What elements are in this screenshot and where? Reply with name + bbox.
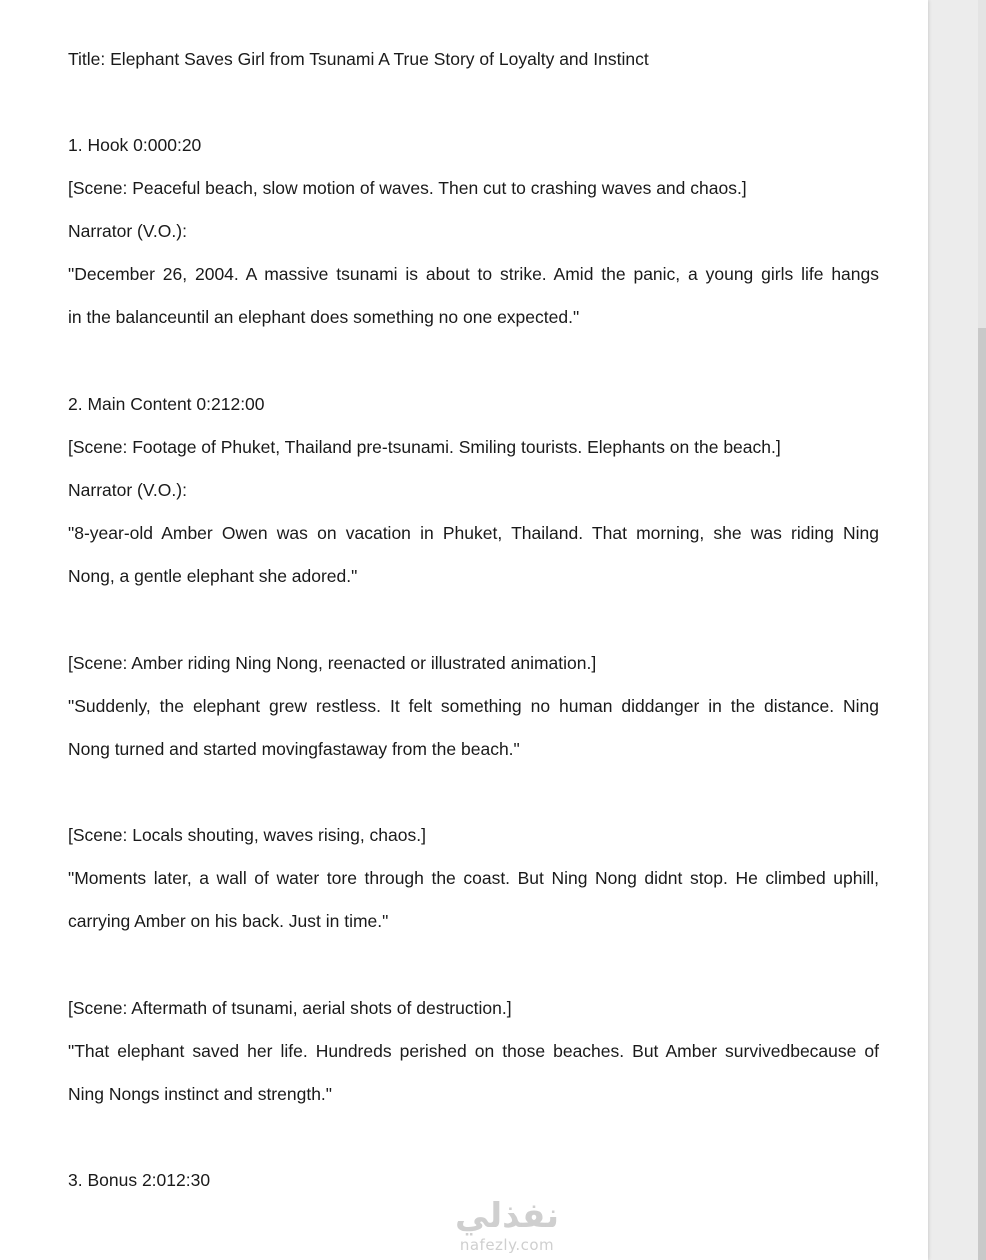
narrator-label: Narrator (V.O.): [68, 221, 187, 241]
scene-direction: [Scene: Locals shouting, waves rising, chaos.] [68, 825, 426, 845]
document-title: Title: Elephant Saves Girl from Tsunami A True Story of Loyalty and Instinct [68, 49, 649, 69]
narrator-label: Narrator (V.O.): [68, 480, 187, 500]
section-heading-main-content: 2. Main Content 0:212:00 [68, 394, 265, 414]
scrollbar-thumb[interactable] [978, 328, 986, 1260]
section-heading-hook: 1. Hook 0:000:20 [68, 135, 202, 155]
narration-text: carrying Amber on his back. Just in time." [68, 911, 389, 931]
vertical-scrollbar[interactable] [978, 0, 986, 1260]
narration-text: in the balanceuntil an elephant does something no one expected." [68, 307, 580, 327]
narration-text: Ning Nongs instinct and strength." [68, 1084, 332, 1104]
watermark-logo [432, 1196, 582, 1254]
scene-direction: [Scene: Aftermath of tsunami, aerial shots of destruction.] [68, 998, 512, 1018]
narration-text: "Moments later, a wall of water tore through the coast. But Ning Nong didnt stop. He climbed uphill, [68, 868, 879, 888]
watermark-url: nafezly.com [459, 1236, 555, 1254]
scene-direction: [Scene: Footage of Phuket, Thailand pre-tsunami. Smiling tourists. Elephants on the beach.] [68, 437, 781, 457]
narration-text: "December 26, 2004. A massive tsunami is about to strike. Amid the panic, a young girls life hangs [68, 264, 879, 284]
watermark-arabic-text: نفذلي [454, 1196, 560, 1236]
narration-text: Nong, a gentle elephant she adored." [68, 566, 358, 586]
narration-text: "8-year-old Amber Owen was on vacation in Phuket, Thailand. That morning, she was riding Ning [68, 523, 879, 543]
scene-direction: [Scene: Peaceful beach, slow motion of waves. Then cut to crashing waves and chaos.] [68, 178, 747, 198]
section-heading-bonus: 3. Bonus 2:012:30 [68, 1170, 211, 1190]
scene-direction: [Scene: Amber riding Ning Nong, reenacted or illustrated animation.] [68, 653, 597, 673]
narration-text: Nong turned and started movingfastaway from the beach." [68, 739, 520, 759]
narration-text: "That elephant saved her life. Hundreds perished on those beaches. But Amber survivedbecause of [68, 1041, 879, 1061]
narration-text: "Suddenly, the elephant grew restless. It felt something no human diddanger in the distance. Ning [68, 696, 879, 716]
